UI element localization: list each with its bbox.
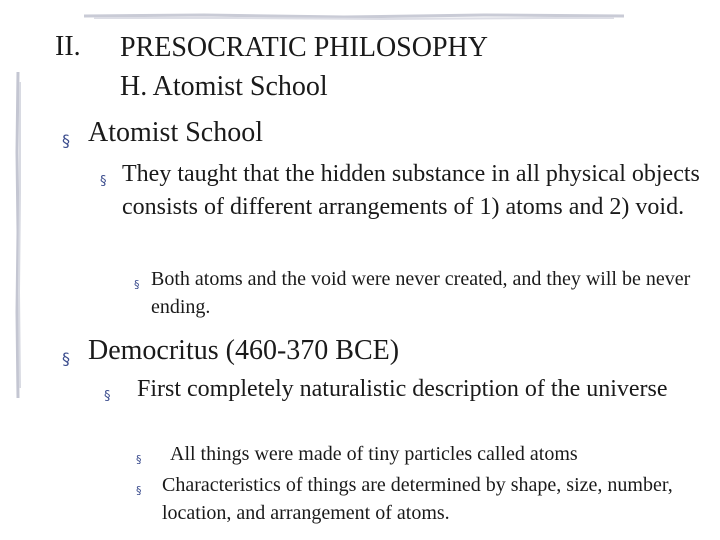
bullet-text: First completely naturalistic description of the universe [137,376,668,402]
bullet-text: Atomist School [88,117,264,148]
bullet-text: Democritus (460-370 BCE) [88,335,400,366]
bullet-text: Both atoms and the void were never created, and they will be never ending. [151,268,691,318]
title-number: II. [55,31,81,62]
bullet-icon: § [62,131,70,150]
bullet-item [136,471,706,527]
bullet-text: Characteristics of things are determined by shape, size, number, location, and arrangement of atoms. [162,474,673,524]
bullet-item [134,265,714,321]
bullet-icon: § [134,278,140,291]
bullet-text: All things were made of tiny particles called atoms [170,443,578,465]
bullet-icon: § [62,349,70,368]
bullet-icon: § [100,174,107,189]
slide-subtitle: H. Atomist School [120,71,328,102]
top-decorative-rule [84,12,624,21]
bullet-icon: § [136,453,142,466]
bullet-item [104,373,704,413]
bullet-item [136,440,706,474]
bullet-icon: § [136,484,142,497]
bullet-text: They taught that the hidden substance in all physical objects consists of different arrangements of 1) atoms and 2) void. [122,161,700,220]
bullet-item [100,158,714,224]
slide-title: PRESOCRATIC PHILOSOPHY [120,32,488,63]
left-decorative-rule [12,72,24,398]
bullet-icon: § [104,389,111,404]
bullet-item [62,116,702,158]
bullet-item [62,334,702,376]
